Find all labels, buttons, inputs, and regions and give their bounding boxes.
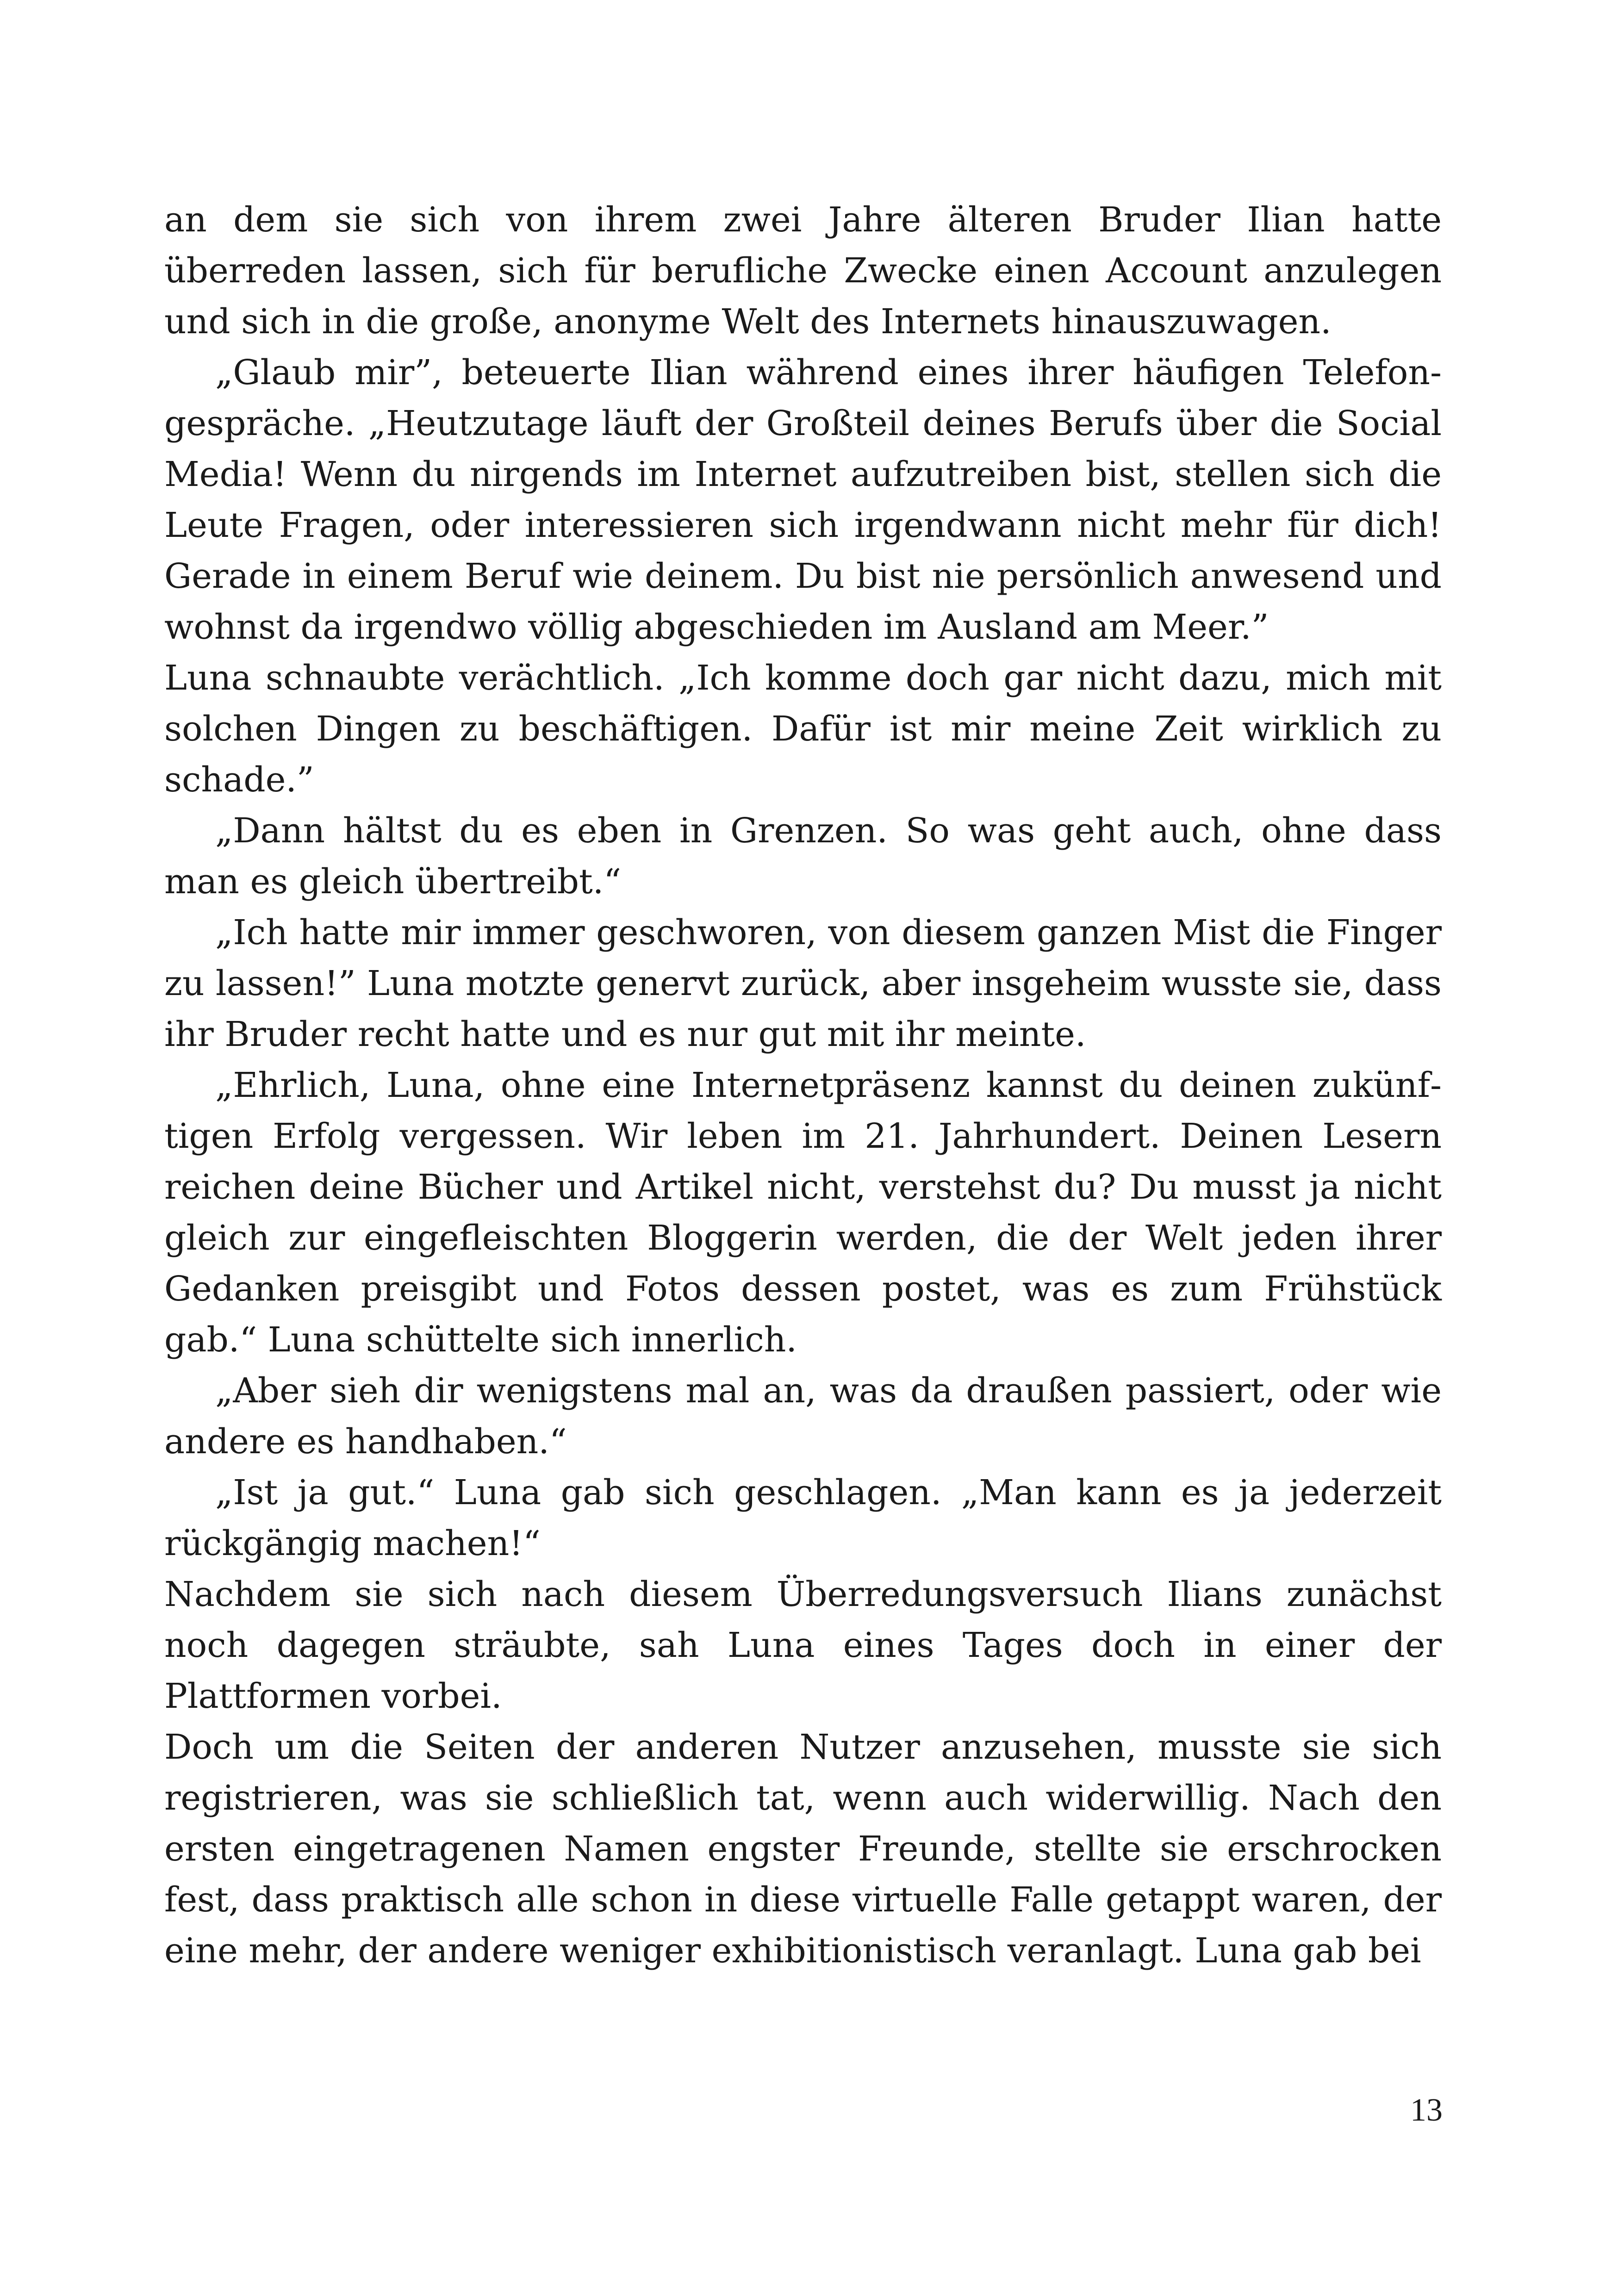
paragraph: „Ich hatte mir immer geschworen, von diesem ganzen Mist die Finger zu lassen!” Luna motzte genervt zurück, aber insgeheim wusste sie, dass ihr Bruder recht hatte und es nur gut mit ihr meinte.: [164, 913, 1442, 1054]
body-text: [164, 194, 1442, 1976]
paragraph: „Dann hältst du es eben in Grenzen. So was geht auch, ohne dass man es gleich übertreibt.“: [164, 811, 1442, 902]
paragraph: an dem sie sich von ihrem zwei Jahre älteren Bruder Ilian hatte überreden lassen, sich für berufliche Zwecke einen Account anzulegen und sich in die große, anonyme Welt des Internets hinauszuwagen.: [164, 200, 1442, 342]
paragraph: „Glaub mir”, beteuerte Ilian während eines ihrer häufigen Telefongespräche. „Heutzutage läuft der Großteil deines Berufs über die Social Media! Wenn du nirgends im Internet aufzutreiben bist, stellen sich die Leute Fragen, oder interessieren sich irgendwann nicht mehr für dich! Gerade in einem Beruf wie deinem. Du bist nie persönlich anwesend und wohnst da irgendwo völlig abgeschieden im Ausland am Meer.”: [164, 353, 1442, 647]
paragraph: Nachdem sie sich nach diesem Überredungsversuch Ilians zunächst noch dagegen sträubte, sah Luna eines Tages doch in einer der Plattformen vorbei.: [164, 1574, 1442, 1716]
paragraph: „Ist ja gut.“ Luna gab sich geschlagen. „Man kann es ja jederzeit rückgängig machen!“: [164, 1473, 1442, 1563]
page-number: 13: [1410, 2092, 1443, 2128]
paragraph: Doch um die Seiten der anderen Nutzer anzusehen, musste sie sich registrieren, was sie schließlich tat, wenn auch widerwillig. Nach den ersten eingetragenen Namen engster Freunde, stellte sie erschrocken fest, dass praktisch alle schon in diese virtuelle Falle getappt waren, der eine mehr, der andere weniger exhibitionistisch veranlagt. Luna gab bei: [164, 1727, 1442, 1971]
paragraph: „Aber sieh dir wenigstens mal an, was da draußen passiert, oder wie andere es handhaben.“: [164, 1371, 1442, 1462]
paragraph: „Ehrlich, Luna, ohne eine Internetpräsenz kannst du deinen zukünftigen Erfolg vergessen. Wir leben im 21. Jahrhundert. Deinen Lesern reichen deine Bücher und Artikel nicht, verstehst du? Du musst ja nicht gleich zur eingefleischten Bloggerin werden, die der Welt jeden ihrer Gedanken preisgibt und Fotos dessen postet, was es zum Frühstück gab.“ Luna schüttelte sich innerlich.: [164, 1065, 1442, 1360]
paragraph: Luna schnaubte verächtlich. „Ich komme doch gar nicht dazu, mich mit solchen Dingen zu beschäftigen. Dafür ist mir meine Zeit wirklich zu schade.”: [164, 658, 1442, 800]
